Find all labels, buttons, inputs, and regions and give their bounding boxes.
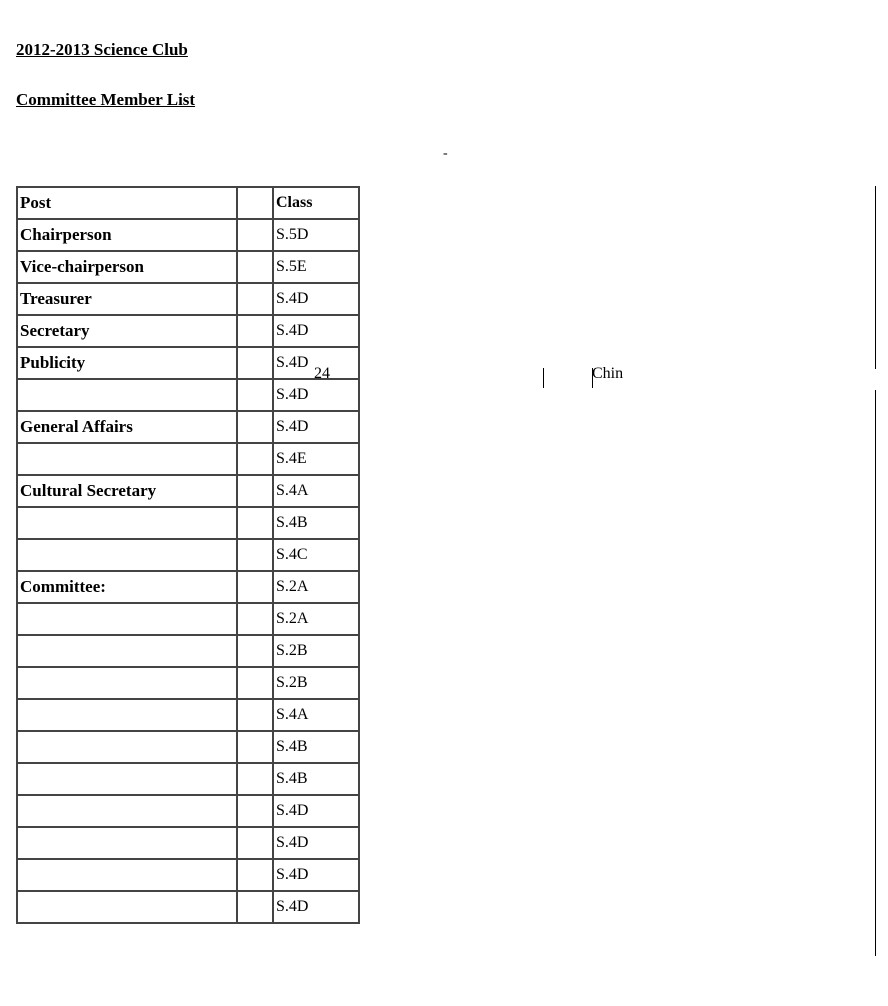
spacer-cell bbox=[237, 507, 273, 539]
header-spacer-cell bbox=[237, 187, 273, 219]
table-row bbox=[17, 827, 359, 859]
table-header-row bbox=[17, 187, 359, 219]
post-cell bbox=[17, 891, 237, 923]
spacer-cell bbox=[237, 411, 273, 443]
spacer-cell bbox=[237, 379, 273, 411]
spacer-cell bbox=[237, 827, 273, 859]
post-cell bbox=[17, 539, 237, 571]
class-cell: S.4D bbox=[273, 347, 359, 379]
committee-table bbox=[16, 186, 360, 924]
table-row bbox=[17, 731, 359, 763]
table-row bbox=[17, 283, 359, 315]
table-row bbox=[17, 251, 359, 283]
spacer-cell bbox=[237, 763, 273, 795]
post-cell: Treasurer bbox=[17, 283, 237, 315]
post-cell: Chairperson bbox=[17, 219, 237, 251]
table-row bbox=[17, 379, 359, 411]
table-row bbox=[17, 635, 359, 667]
post-cell bbox=[17, 667, 237, 699]
post-cell: General Affairs bbox=[17, 411, 237, 443]
table-row bbox=[17, 475, 359, 507]
class-cell: S.4D bbox=[273, 795, 359, 827]
class-cell: S.4D bbox=[273, 891, 359, 923]
post-cell bbox=[17, 603, 237, 635]
table-row bbox=[17, 347, 359, 379]
spacer-cell bbox=[237, 859, 273, 891]
spacer-cell bbox=[237, 443, 273, 475]
class-cell: S.4A bbox=[273, 475, 359, 507]
class-cell: S.4D bbox=[273, 283, 359, 315]
post-cell bbox=[17, 859, 237, 891]
table-row bbox=[17, 571, 359, 603]
spacer-cell bbox=[237, 219, 273, 251]
header-class: Class bbox=[273, 187, 359, 219]
post-cell bbox=[17, 635, 237, 667]
table-row bbox=[17, 795, 359, 827]
dash-mark: - bbox=[443, 146, 448, 161]
spacer-cell bbox=[237, 283, 273, 315]
table-row bbox=[17, 603, 359, 635]
class-cell: S.4D bbox=[273, 859, 359, 891]
post-cell bbox=[17, 795, 237, 827]
class-cell: S.2B bbox=[273, 667, 359, 699]
class-cell: S.4D bbox=[273, 315, 359, 347]
stray-chinese-fragment: Chin bbox=[592, 365, 624, 382]
post-cell bbox=[17, 827, 237, 859]
class-cell: S.4C bbox=[273, 539, 359, 571]
table-row bbox=[17, 891, 359, 923]
spacer-cell bbox=[237, 539, 273, 571]
post-cell bbox=[17, 763, 237, 795]
spacer-cell bbox=[237, 603, 273, 635]
post-cell: Publicity bbox=[17, 347, 237, 379]
class-cell: S.4B bbox=[273, 763, 359, 795]
post-cell bbox=[17, 731, 237, 763]
right-border-upper bbox=[875, 186, 876, 369]
table-row bbox=[17, 443, 359, 475]
stray-bar bbox=[543, 368, 544, 388]
class-cell: S.2B bbox=[273, 635, 359, 667]
post-cell: Vice-chairperson bbox=[17, 251, 237, 283]
class-cell: S.4A bbox=[273, 699, 359, 731]
table-row bbox=[17, 763, 359, 795]
post-cell bbox=[17, 379, 237, 411]
spacer-cell bbox=[237, 731, 273, 763]
post-cell: Committee: bbox=[17, 571, 237, 603]
table-row bbox=[17, 859, 359, 891]
class-cell: S.4E bbox=[273, 443, 359, 475]
post-cell bbox=[17, 699, 237, 731]
spacer-cell bbox=[237, 667, 273, 699]
post-cell: Cultural Secretary bbox=[17, 475, 237, 507]
class-cell: S.2A bbox=[273, 603, 359, 635]
spacer-cell bbox=[237, 347, 273, 379]
spacer-cell bbox=[237, 795, 273, 827]
stray-number: 24 bbox=[314, 365, 330, 382]
class-cell: S.5D bbox=[273, 219, 359, 251]
header-post: Post bbox=[17, 187, 237, 219]
document-title: 2012-2013 Science Club bbox=[16, 40, 188, 59]
class-cell: S.5E bbox=[273, 251, 359, 283]
table-row bbox=[17, 507, 359, 539]
class-cell: S.4D bbox=[273, 379, 359, 411]
spacer-cell bbox=[237, 251, 273, 283]
post-cell bbox=[17, 507, 237, 539]
right-border-lower bbox=[875, 390, 876, 956]
table-row bbox=[17, 219, 359, 251]
class-cell: S.2A bbox=[273, 571, 359, 603]
spacer-cell bbox=[237, 315, 273, 347]
post-cell bbox=[17, 443, 237, 475]
class-cell: S.4B bbox=[273, 507, 359, 539]
table-viewport bbox=[16, 186, 313, 956]
class-cell: S.4B bbox=[273, 731, 359, 763]
table-row bbox=[17, 539, 359, 571]
table-row bbox=[17, 667, 359, 699]
class-cell: S.4D bbox=[273, 411, 359, 443]
document-subtitle: Committee Member List bbox=[16, 90, 196, 109]
spacer-cell bbox=[237, 891, 273, 923]
table-row bbox=[17, 315, 359, 347]
table-row bbox=[17, 411, 359, 443]
spacer-cell bbox=[237, 475, 273, 507]
class-cell: S.4D bbox=[273, 827, 359, 859]
spacer-cell bbox=[237, 635, 273, 667]
post-cell: Secretary bbox=[17, 315, 237, 347]
spacer-cell bbox=[237, 699, 273, 731]
spacer-cell bbox=[237, 571, 273, 603]
table-row bbox=[17, 699, 359, 731]
